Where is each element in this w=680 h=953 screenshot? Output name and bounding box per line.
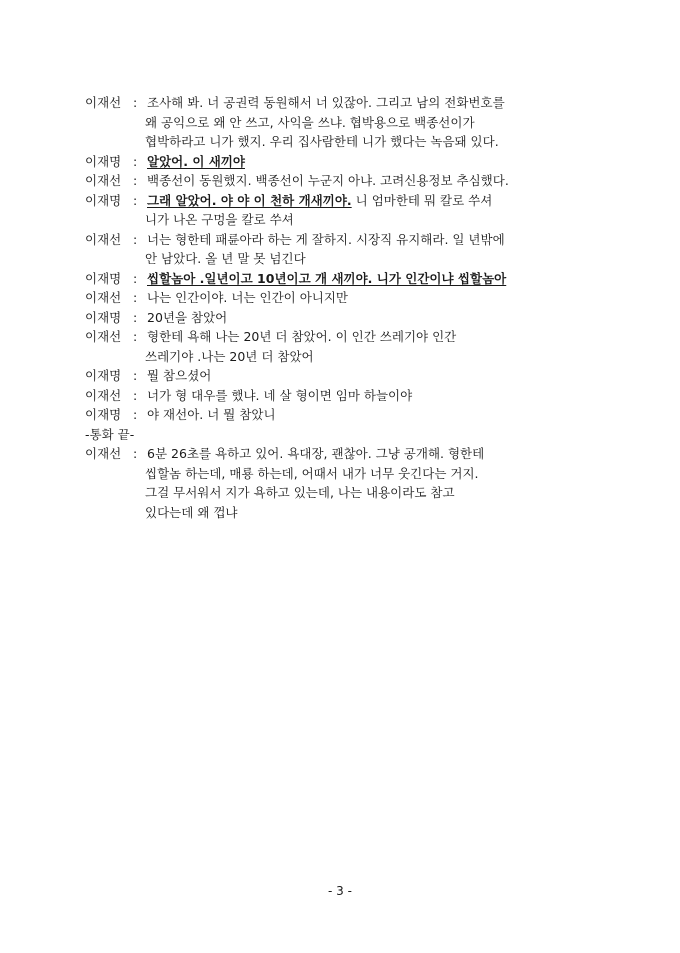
speaker-colon: :: [133, 192, 138, 208]
speaker-colon: :: [133, 446, 138, 461]
speaker-colon: :: [133, 290, 138, 305]
speaker-name: 이재선: [85, 95, 122, 110]
utterance-text: 있다는데 왜 껍냐: [145, 504, 238, 520]
utterance-text: 야 재선아. 너 뭘 참았니: [147, 407, 276, 422]
speaker-colon: :: [133, 329, 138, 344]
transcript-line: [85, 152, 605, 172]
speaker-name: 이재선: [85, 290, 122, 305]
transcript-line: [85, 405, 605, 425]
transcript-continuation: [85, 210, 605, 230]
utterance-text: [147, 191, 605, 211]
transcript-line: [85, 366, 605, 386]
speaker-name: 이재명: [85, 309, 122, 325]
speaker-name: 이재명: [85, 270, 122, 286]
transcript-line: [85, 171, 605, 191]
transcript-line: [85, 386, 605, 406]
speaker-name: 이재선: [85, 387, 122, 403]
speaker-colon: :: [133, 173, 138, 188]
speaker-colon: :: [133, 309, 138, 325]
utterance-text: 20년을 참았어: [147, 309, 228, 325]
speaker-name: 이재명: [85, 192, 122, 208]
speaker-name: 이재선: [85, 446, 122, 461]
utterance-text: 백종선이 동원했지. 백종선이 누군지 아냐. 고려신용정보 추심했다.: [147, 173, 509, 188]
call-end-marker: -통화 끝-: [85, 426, 135, 442]
utterance-text: 조사해 봐. 너 공권력 동원해서 너 있잖아. 그리고 남의 전화번호를: [147, 95, 505, 110]
utterance-text: 너가 형 대우를 했냐. 네 살 형이면 임마 하늘이야: [147, 387, 413, 403]
speaker-name: 이재명: [85, 153, 122, 169]
transcript-continuation: [85, 132, 605, 152]
utterance-text-highlighted: 씹할놈아 .일년이고 10년이고 개 새끼야. 니가 인간이냐 씹할놈아: [147, 270, 507, 286]
speaker-colon: :: [133, 368, 138, 383]
utterance-text: 씹할놈 하는데, 매룡 하는데, 어때서 내가 너무 웃긴다는 거지.: [145, 465, 479, 481]
speaker-colon: :: [133, 270, 138, 286]
speaker-colon: :: [133, 407, 138, 422]
transcript-continuation: [85, 249, 605, 269]
utterance-text: 쓰레기야 .나는 20년 더 참았어: [145, 348, 314, 364]
utterance-text: 협박하라고 니가 했지. 우리 집사람한테 니가 했다는 녹음돼 있다.: [145, 134, 499, 149]
utterance-text: 안 남았다. 올 년 말 못 넘긴다: [145, 251, 306, 266]
transcript-continuation: [85, 113, 605, 133]
utterance-text: 왜 공익으로 왜 안 쓰고, 사익을 쓰냐. 협박용으로 백종선이가: [145, 114, 475, 130]
transcript-line: [85, 444, 605, 464]
utterance-text-highlighted: 그래 알았어. 야 야 이 천하 개새끼야.: [147, 192, 352, 208]
transcript-line: [85, 288, 605, 308]
speaker-name: 이재선: [85, 231, 122, 247]
transcript-continuation: [85, 503, 605, 523]
speaker-colon: :: [133, 231, 138, 247]
speaker-name: 이재선: [85, 173, 122, 188]
transcript-line: [85, 269, 605, 289]
transcript-line: [85, 327, 605, 347]
transcript-line: [85, 230, 605, 250]
speaker-colon: :: [133, 387, 138, 403]
speaker-name: 이재명: [85, 368, 122, 383]
utterance-text-rest: 니 엄마한테 뭐 칼로 쑤셔: [351, 192, 493, 208]
transcript-continuation: [85, 464, 605, 484]
utterance-text: 6분 26초를 욕하고 있어. 욕대장, 괜찮아. 그냥 공개해. 형한테: [147, 446, 485, 461]
transcript-line: [85, 308, 605, 328]
transcript-continuation: [85, 483, 605, 503]
utterance-text: 형한테 욕해 나는 20년 더 참았어. 이 인간 쓰레기야 인간: [147, 329, 457, 344]
speaker-colon: :: [133, 95, 138, 110]
transcript-line: [85, 191, 605, 211]
utterance-text-highlighted: 알았어. 이 새끼야: [147, 153, 245, 169]
speaker-colon: :: [133, 153, 138, 169]
utterance-text: 나는 인간이야. 너는 인간이 아니지만: [147, 290, 348, 305]
utterance-text: 니가 나온 구멍을 칼로 쑤셔: [145, 212, 294, 227]
transcript-continuation: [85, 347, 605, 367]
call-transcript: [85, 93, 605, 522]
speaker-name: 이재명: [85, 407, 122, 422]
page-number: - 3 -: [328, 884, 352, 898]
transcript-line: [85, 93, 605, 113]
utterance-text: 뭘 참으셨어: [147, 368, 212, 383]
speaker-name: 이재선: [85, 329, 122, 344]
utterance-text: 그걸 무서워서 지가 욕하고 있는데, 나는 내용이라도 참고: [145, 485, 455, 500]
utterance-text: 너는 형한테 패륜아라 하는 게 잘하지. 시장직 유지해라. 일 년밖에: [147, 231, 505, 247]
